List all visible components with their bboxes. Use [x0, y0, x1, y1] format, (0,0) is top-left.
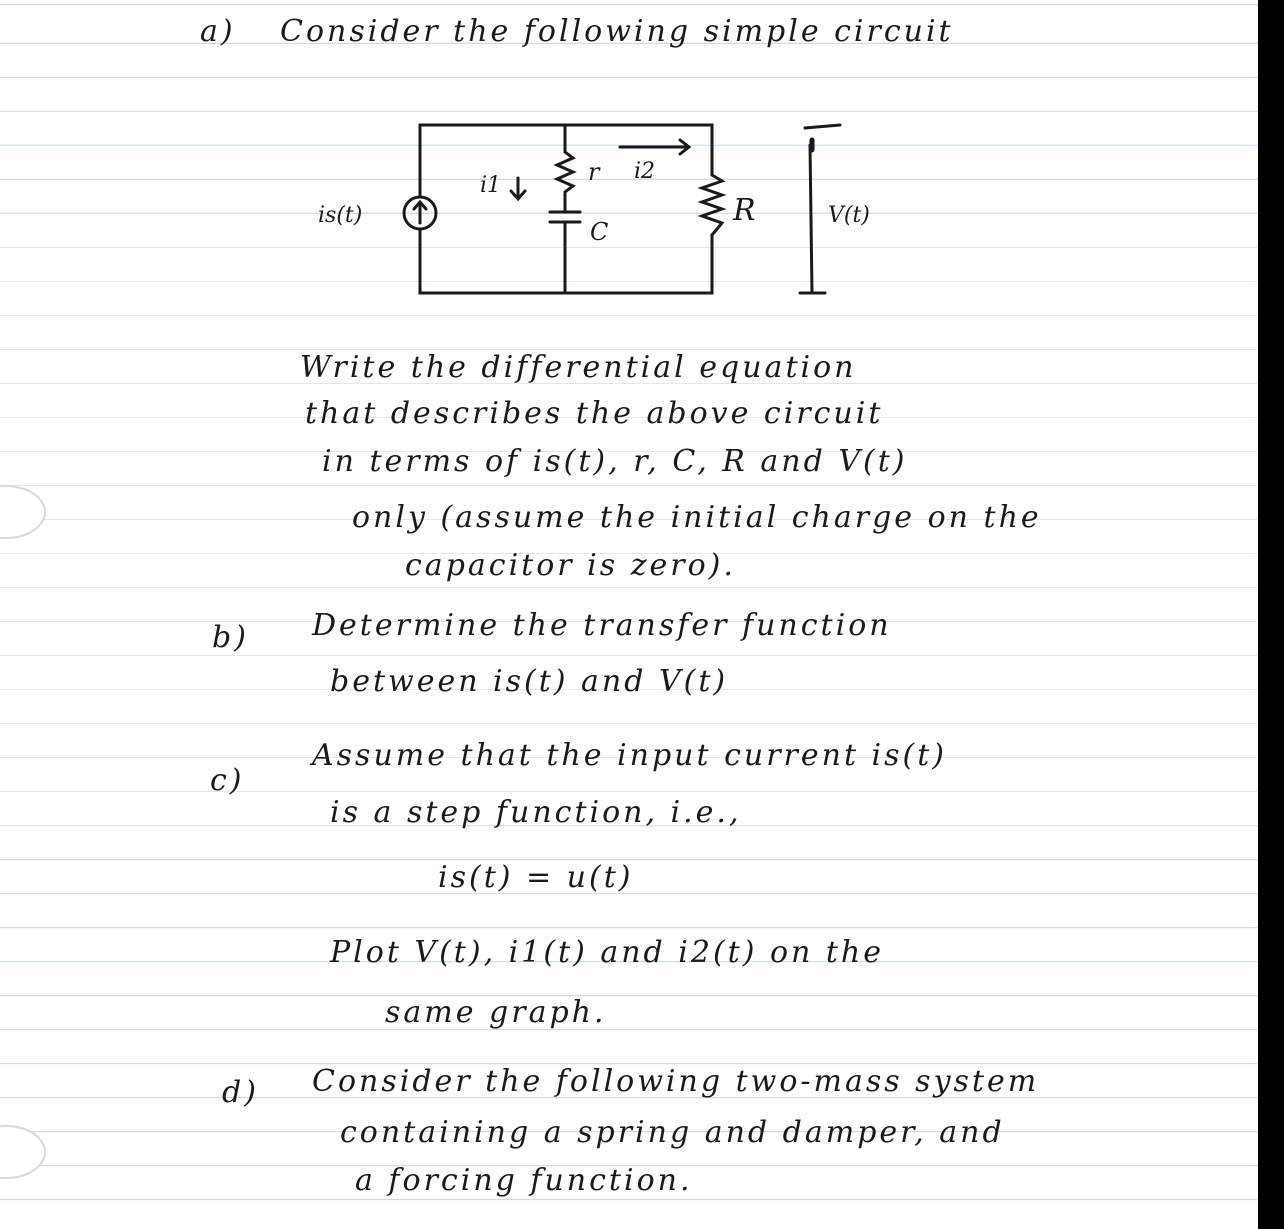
part-b-label: b)	[212, 620, 249, 655]
part-b-line-1: Determine the transfer function	[312, 608, 892, 643]
part-a-line-4: only (assume the initial charge on the	[352, 500, 1042, 535]
part-d-line-2: containing a spring and damper, and	[340, 1115, 1005, 1150]
part-c-equation: is(t) = u(t)	[438, 860, 634, 895]
part-c-line-1: Assume that the input current is(t)	[312, 738, 947, 773]
part-c-label: c)	[210, 763, 245, 798]
source-label: is(t)	[318, 203, 363, 228]
part-d-line-3: a forcing function.	[355, 1163, 693, 1198]
part-d-label: d)	[222, 1075, 259, 1110]
small-resistor-icon	[557, 152, 573, 212]
part-d-line-1: Consider the following two-mass system	[312, 1064, 1040, 1099]
part-c-line-4: Plot V(t), i1(t) and i2(t) on the	[330, 935, 884, 970]
v-label: V(t)	[828, 203, 870, 228]
part-a-label: a)	[200, 14, 236, 49]
i2-arrow-icon	[620, 140, 689, 154]
circuit-diagram	[0, 0, 1258, 320]
part-a-line-1: Write the differential equation	[300, 350, 857, 385]
part-c-line-2: is a step function, i.e.,	[330, 795, 742, 830]
part-a-intro: Consider the following simple circuit	[280, 14, 954, 49]
binder-hole	[0, 485, 46, 539]
large-resistor-icon	[702, 175, 722, 235]
part-a-line-2: that describes the above circuit	[305, 396, 884, 431]
R-label: R	[733, 193, 756, 228]
binder-hole	[0, 1125, 46, 1179]
i2-label: i2	[634, 159, 656, 184]
i1-arrow-icon	[511, 178, 525, 199]
source-arrow-icon	[414, 202, 426, 223]
part-a-line-3: in terms of is(t), r, C, R and V(t)	[322, 444, 908, 479]
part-a-line-5: capacitor is zero).	[405, 548, 736, 583]
part-c-line-5: same graph.	[385, 995, 607, 1030]
c-label: C	[590, 218, 609, 246]
part-b-line-2: between is(t) and V(t)	[330, 664, 729, 699]
i1-label: i1	[480, 173, 502, 198]
r-label: r	[588, 158, 600, 186]
